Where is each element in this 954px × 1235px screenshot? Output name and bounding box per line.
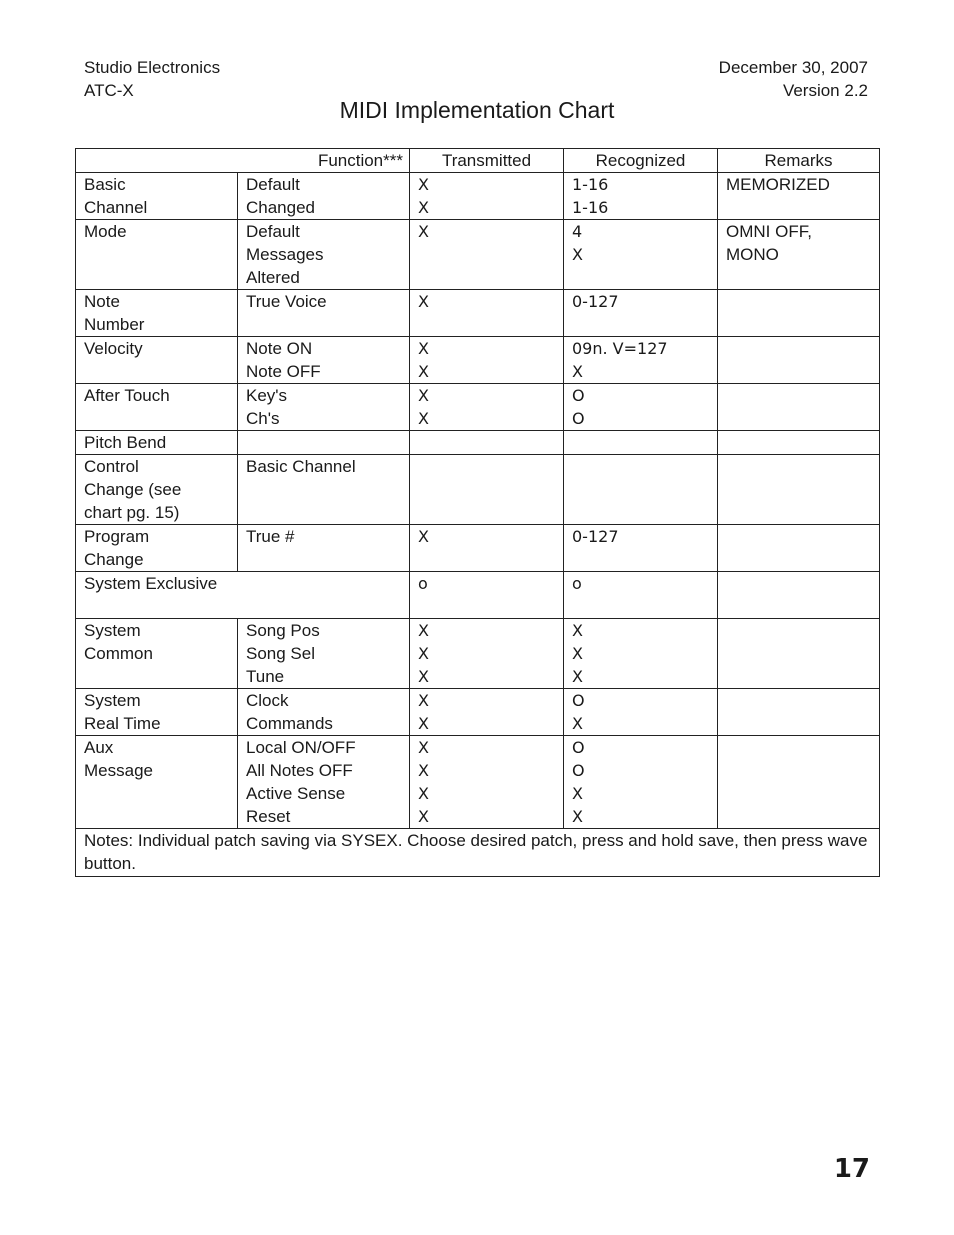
category-cell: System Exclusive <box>76 572 410 619</box>
notes-row <box>76 829 880 877</box>
recognized-cell: 1-16 1-16 <box>564 173 718 220</box>
document-date: December 30, 2007 <box>718 58 868 77</box>
recognized-cell: 4 X <box>564 220 718 290</box>
table-header-row <box>76 149 880 173</box>
table-row <box>76 173 880 220</box>
recognized-cell: X X X <box>564 619 718 689</box>
manufacturer-name: Studio Electronics <box>84 58 221 77</box>
function-cell: Song Pos Song Sel Tune <box>238 619 410 689</box>
table-row <box>76 337 880 384</box>
recognized-cell: O X <box>564 689 718 736</box>
remarks-cell <box>718 572 880 619</box>
remarks-cell <box>718 525 880 572</box>
category-cell: Pitch Bend <box>76 431 238 455</box>
transmitted-cell: X <box>410 220 564 290</box>
product-name: ATC-X <box>84 81 134 100</box>
header-left <box>84 56 220 102</box>
function-cell: Clock Commands <box>238 689 410 736</box>
category-cell: After Touch <box>76 384 238 431</box>
document-version: Version 2.2 <box>782 81 868 100</box>
recognized-cell: O O <box>564 384 718 431</box>
recognized-cell: o <box>564 572 718 619</box>
remarks-cell <box>718 455 880 525</box>
remarks-cell <box>718 736 880 829</box>
remarks-cell: MEMORIZED <box>718 173 880 220</box>
category-cell: System Common <box>76 619 238 689</box>
category-cell: Basic Channel <box>76 173 238 220</box>
header-transmitted: Transmitted <box>410 149 564 173</box>
remarks-cell <box>718 337 880 384</box>
header-remarks: Remarks <box>718 149 880 173</box>
table-row <box>76 290 880 337</box>
remarks-cell: OMNI OFF, MONO <box>718 220 880 290</box>
remarks-cell <box>718 290 880 337</box>
remarks-cell <box>718 689 880 736</box>
page-number: 17 <box>833 1154 870 1184</box>
transmitted-cell <box>410 431 564 455</box>
transmitted-cell: X <box>410 290 564 337</box>
category-cell: Aux Message <box>76 736 238 829</box>
transmitted-cell: X X <box>410 337 564 384</box>
transmitted-cell: X X X X <box>410 736 564 829</box>
remarks-cell <box>718 619 880 689</box>
recognized-cell: 0-127 <box>564 525 718 572</box>
recognized-cell <box>564 431 718 455</box>
midi-implementation-table <box>75 148 880 877</box>
function-cell: Basic Channel <box>238 455 410 525</box>
transmitted-cell: o <box>410 572 564 619</box>
table-body <box>76 173 880 829</box>
category-cell: Velocity <box>76 337 238 384</box>
transmitted-cell: X X <box>410 689 564 736</box>
table-row <box>76 431 880 455</box>
category-cell: Control Change (see chart pg. 15) <box>76 455 238 525</box>
recognized-cell: O O X X <box>564 736 718 829</box>
table-row <box>76 689 880 736</box>
table-row <box>76 384 880 431</box>
function-cell <box>238 431 410 455</box>
category-cell: System Real Time <box>76 689 238 736</box>
category-cell: Program Change <box>76 525 238 572</box>
header-right <box>719 56 868 102</box>
transmitted-cell <box>410 455 564 525</box>
table-row <box>76 572 880 619</box>
recognized-cell: 0-127 <box>564 290 718 337</box>
table-row <box>76 619 880 689</box>
category-cell: Mode <box>76 220 238 290</box>
category-cell: Note Number <box>76 290 238 337</box>
function-cell: True Voice <box>238 290 410 337</box>
transmitted-cell: X <box>410 525 564 572</box>
transmitted-cell: X X X <box>410 619 564 689</box>
notes-cell: Notes: Individual patch saving via SYSEX. Choose desired patch, press and hold save, then press wave button. <box>76 829 880 877</box>
transmitted-cell: X X <box>410 384 564 431</box>
function-cell: Default Messages Altered <box>238 220 410 290</box>
header-function: Function*** <box>76 149 410 173</box>
recognized-cell: 09n. V=127 X <box>564 337 718 384</box>
remarks-cell <box>718 431 880 455</box>
function-cell: Local ON/OFF All Notes OFF Active Sense Reset <box>238 736 410 829</box>
table-row <box>76 525 880 572</box>
table-row <box>76 220 880 290</box>
recognized-cell <box>564 455 718 525</box>
table-row <box>76 736 880 829</box>
function-cell: True # <box>238 525 410 572</box>
table-row <box>76 455 880 525</box>
function-cell: Key's Ch's <box>238 384 410 431</box>
remarks-cell <box>718 384 880 431</box>
header-recognized: Recognized <box>564 149 718 173</box>
transmitted-cell: X X <box>410 173 564 220</box>
function-cell: Default Changed <box>238 173 410 220</box>
function-cell: Note ON Note OFF <box>238 337 410 384</box>
page-title: MIDI Implementation Chart <box>339 97 615 123</box>
